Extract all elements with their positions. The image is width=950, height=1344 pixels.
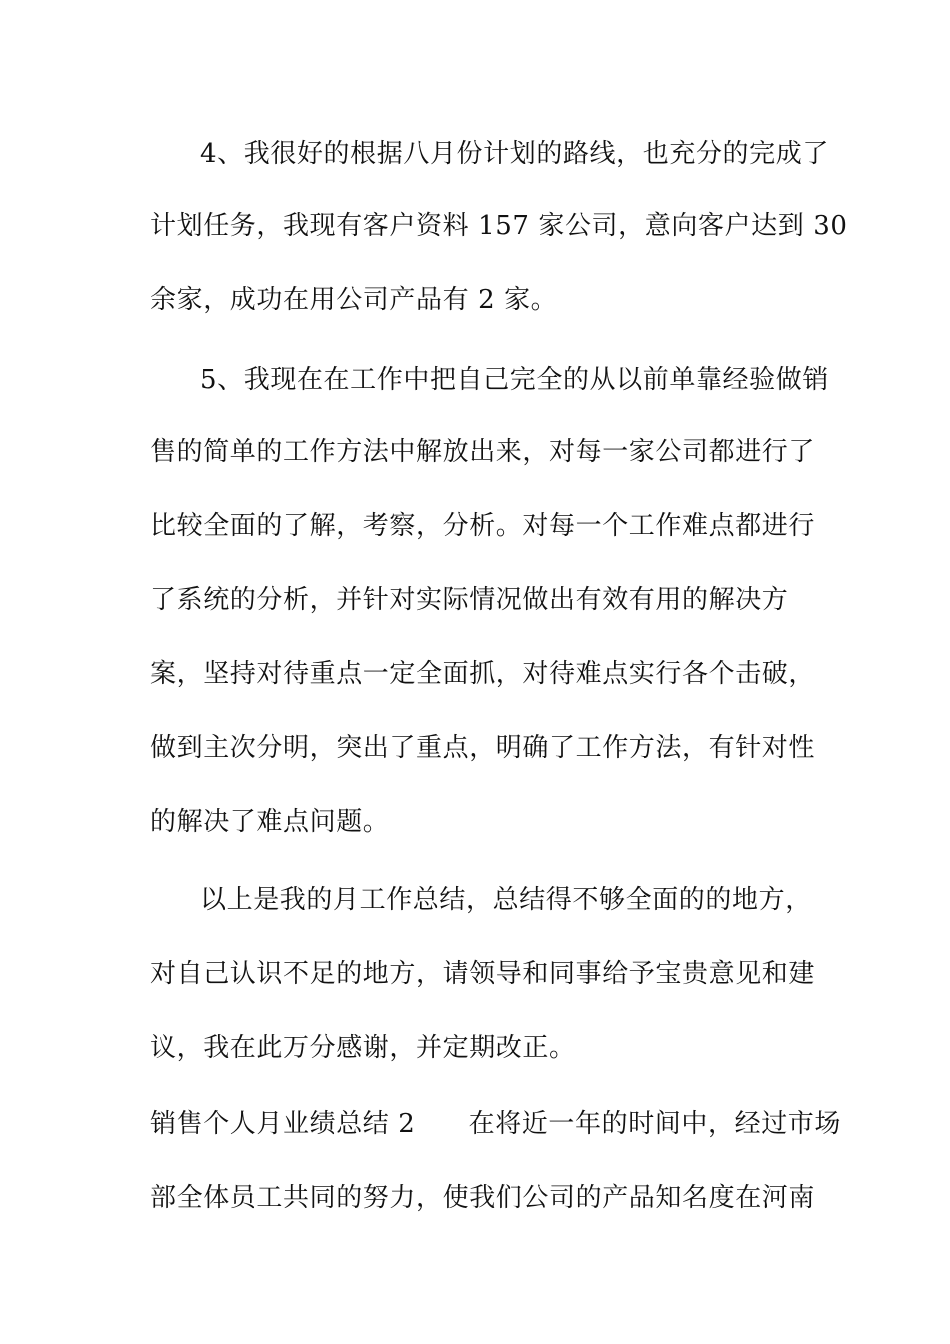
text-line: 以上是我的月工作总结，总结得不够全面的的地方， (200, 885, 812, 915)
text-line: 余家，成功在用公司产品有 2 家。 (150, 285, 558, 315)
text-line: 部全体员工共同的努力，使我们公司的产品知名度在河南 (150, 1183, 816, 1213)
text-line: 对自己认识不足的地方，请领导和同事给予宝贵意见和建 (150, 959, 816, 989)
text-line: 的解决了难点问题。 (150, 807, 390, 837)
text-line: 案，坚持对待重点一定全面抓，对待难点实行各个击破， (150, 659, 816, 689)
text-line: 4、我很好的根据八月份计划的路线，也充分的完成了 (200, 139, 829, 169)
text-line: 计划任务，我现有客户资料 157 家公司，意向客户达到 30 (150, 211, 848, 241)
text-line: 售的简单的工作方法中解放出来，对每一家公司都进行了 (150, 437, 816, 467)
text-line: 做到主次分明，突出了重点，明确了工作方法，有针对性 (150, 733, 816, 763)
text-line: 5、我现在在工作中把自己完全的从以前单靠经验做销 (200, 365, 829, 395)
text-line: 比较全面的了解，考察，分析。对每一个工作难点都进行 (150, 511, 816, 541)
text-line: 议，我在此万分感谢，并定期改正。 (150, 1033, 576, 1063)
text-line: 了系统的分析，并针对实际情况做出有效有用的解决方 (150, 585, 789, 615)
text-line: 销售个人月业绩总结 2 在将近一年的时间中，经过市场 (150, 1109, 842, 1139)
